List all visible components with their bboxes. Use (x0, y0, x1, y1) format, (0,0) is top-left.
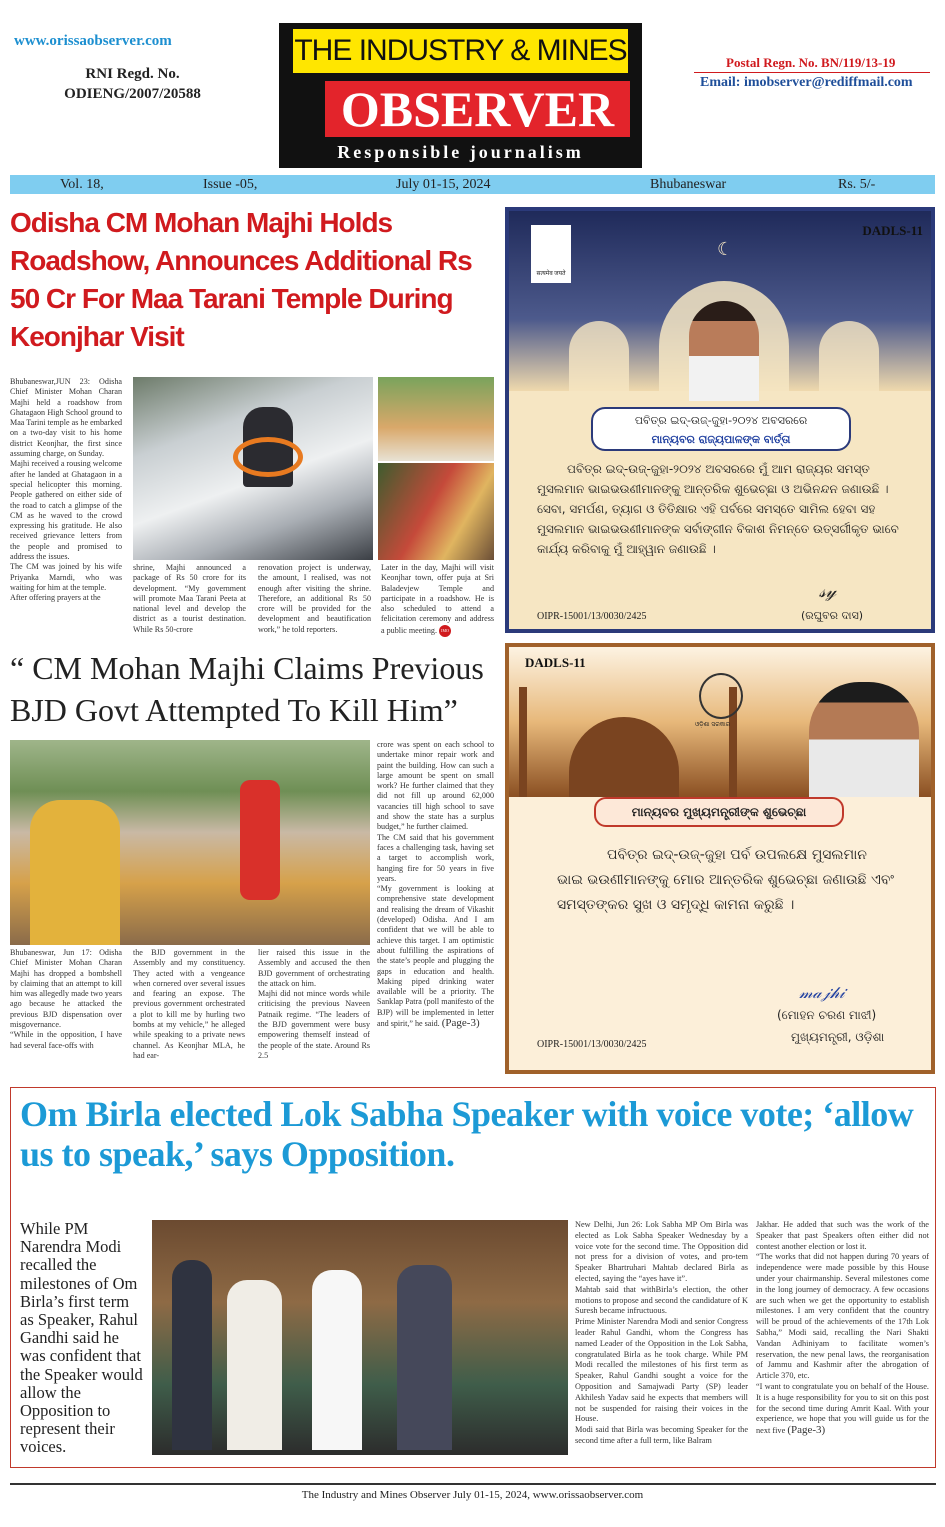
ad-banner: ମାନ୍ୟବର ମୁଖ୍ୟମନ୍ତ୍ରୀଙ୍କ ଶୁଭେଚ୍ଛା (594, 797, 844, 827)
logo-main: OBSERVER (325, 81, 630, 137)
page-reference[interactable]: (Page-3) (441, 1017, 480, 1030)
issue-number: Issue -05, (203, 177, 258, 192)
article3-headline[interactable]: Om Birla elected Lok Sabha Speaker with voice vote; ‘allow us to speak,’ says Opposition. (20, 1094, 914, 1174)
ad-message: ପବିତ୍ର ଇଦ୍-ଉଜ୍-ଜୁହା-୨୦୨୪ ଅବସରରେ ମୁଁ ଆମ ରାଜ୍ୟର ସମସ୍ତ ମୁସଲମାନ ଭାଇଭଉଣୀମାନଙ୍କୁ ଆନ୍ତରିକ ଶୁଭେଚ୍ଛା ଓ ଅଭିନନ୍ଦନ ଜଣାଉଛି । ସେବା, ସମର୍ପଣ, ତ୍ୟାଗ ଓ ତିତିକ୍ଷାର ଏହି ପର୍ବରେ ସମସ୍ତେ ସାମିଲ ହେବା ସହ ମୁସଲମାନ ଭାଇଭଉଣୀମାନଙ୍କ ସର୍ବାଙ୍ଗୀନ ବିକାଶ ନିମନ୍ତେ ଉତ୍ସର୍ଗୀକୃତ ଭାବେ କାର୍ଯ୍ୟ କରିବାକୁ ମୁଁ ଆହ୍ୱାନ ଜଣାଉଛି । (537, 462, 899, 556)
paragraph: Majhi received a rousing welcome after he landed at Ghatagaon in a special helicopter this morning. People gathered on either side of the road to catch a glimpse of the CM as he waved to the crowd expressing his gratitude. He also received grievance letters from the people and promised to address the issues. (10, 459, 122, 562)
governor-greeting-ad (505, 207, 935, 633)
masthead-logo (279, 23, 642, 168)
banner-line: ପବିତ୍ର ଇଦ୍-ଉଜ୍-ଜୁହା-୨୦୨୪ ଅବସରରେ (634, 414, 808, 427)
signature: 𝓂𝒶𝒿𝒽𝒾 (799, 985, 845, 1002)
paragraph (377, 884, 494, 1029)
person-figure (227, 1280, 282, 1450)
ad-code: DADLS-11 (525, 655, 586, 670)
paragraph: crore was spent on each school to undertake minor repair work and paint the building. How can such a large amount be spent on small work? He further claimed that they did not fill up around 62,000 vacancies till high school to save and show the state has a surplus budget,” he further claimed. (377, 740, 494, 832)
paragraph: Later in the day, Majhi will visit Keonjhar town, offer puja at Sri Baladevjew Temple and participate in a roadshow. He is also scheduled to attend a felicitation ceremony and address a public meeting. (381, 563, 494, 635)
article1-col4 (381, 563, 494, 637)
divider (694, 72, 930, 73)
website-link[interactable]: www.orissaobserver.com (14, 33, 172, 49)
page-reference[interactable]: (Page-3) (787, 1424, 826, 1437)
cm-crowd-photo (378, 463, 494, 560)
paragraph: Mahtab said that withBirla’s election, the other motions to propose and second the candidature of K Suresh became infructuous. (575, 1284, 748, 1316)
ad-message: ପବିତ୍ର ଇଦ୍-ଉଜ୍-ଜୁହା ପର୍ବ ଉପଲକ୍ଷେ ମୁସଲମାନ ଭାଇ ଭଉଣୀମାନଙ୍କୁ ମୋର ଆନ୍ତରିକ ଶୁଭେଚ୍ଛା ଜଣାଉଛି ଏବଂ ସମସ୍ତଙ୍କର ସୁଖ ଓ ସମୃଦ୍ଧି କାମନା କରୁଛି । (557, 847, 894, 913)
roadshow-photo (133, 377, 373, 560)
cm-walk-photo (10, 740, 370, 945)
garland (233, 437, 303, 477)
paragraph: The CM was joined by his wife Priyanka Marndi, who was waiting for him at the temple. (10, 562, 122, 592)
parliament-photo (152, 1220, 568, 1455)
article1-col3: renovation project is underway, the amount, I realised, was not enough after visiting the shrine. Therefore, an additional Rs 50 crore will be provided for the development and beautification work,” he told reporters. (258, 563, 371, 634)
end-mark-icon: IMO (439, 625, 451, 637)
paragraph: Jakhar. He added that such was the work of the Speaker that past Speakers often either did not contest another election or lost it. (756, 1220, 929, 1251)
person-figure (172, 1260, 212, 1450)
paragraph-text: “I want to congratulate you on behalf of the House. It is a huge responsibility for you to sit on this post for the second time during Amrit Kaal. With your experience, we hope that you will guide us for the next five (756, 1381, 929, 1436)
article1-col2: shrine, Majhi announced a package of Rs 50 crore for its development. “My government will promote Maa Tarani Peeta at national level and develop the district as a tourist destination. While Rs 50-crore (133, 563, 246, 634)
article1-col1 (10, 377, 122, 604)
paragraph (756, 1382, 929, 1437)
paragraph: Bhubaneswar,JUN 23: Odisha Chief Minister Mohan Charan Majhi held a roadshow from Ghatagaon High School ground to Maa Tarini temple as he embarked on a two-day visit to his home district Keonjhar, the first since assuming charge, on Sunday. (10, 377, 122, 459)
rni-label: RNI Regd. No. (85, 66, 180, 82)
cm-greeting-ad (505, 643, 935, 1074)
postal-regn: Postal Regn. No. BN/119/13-19 (726, 55, 896, 70)
paragraph: “While in the opposition, I have had several face-offs with (10, 1030, 122, 1050)
ad-code: DADLS-11 (862, 223, 923, 238)
issue-date: July 01-15, 2024 (396, 177, 491, 192)
article2-col4 (377, 740, 494, 1029)
volume: Vol. 18, (60, 177, 104, 192)
cm-greeting-photo (378, 377, 494, 461)
paragraph-text: “My government is looking at comprehensive state development and realising the dream of Vikashit (developed) Odisha. And I am confident that we will be able to achieve this target. I am optimistic about fulfilling the aspirations of the state’s people and plugging the gaps in education and health. Making piped drinking water available will be a priority. The Sanklap Patra (poll manifesto of the BJP) will be implemented in letter and spirit,” he said. (377, 884, 494, 1029)
signatory-name: (ରଘୁବର ଦାସ) (801, 609, 864, 622)
article2-col1 (10, 948, 122, 1051)
headline-line: BJD Govt Attempted To Kill Him” (10, 692, 458, 728)
emblem-caption: सत्यमेव जयते (536, 271, 566, 277)
footer-rule (10, 1483, 936, 1485)
article2-col3 (258, 948, 370, 1061)
footer-text: The Industry and Mines Observer July 01-15, 2024, www.orissaobserver.com (301, 1489, 644, 1501)
odisha-emblem (699, 673, 743, 719)
person-figure (30, 800, 120, 945)
article3-intro: While PM Narendra Modi recalled the milestones of Om Birla’s first term as Speaker, Rahul Gandhi said he was confident that the Speaker would allow the Opposition to represent their voices. (20, 1219, 143, 1457)
headline-line: “ CM Mohan Majhi Claims Previous (10, 650, 484, 686)
ad-reference: OIPR-15001/13/0030/2425 (537, 1039, 647, 1050)
ad-banner (591, 407, 851, 451)
governor-portrait (689, 301, 759, 401)
paragraph: The CM said that his government faces a challenging task, having set a target to accomplish work, hanging fire for 50 years in five years. (377, 832, 494, 883)
paragraph: New Delhi, Jun 26: Lok Sabha MP Om Birla was elected as Lok Sabha Speaker Wednesday by a voice vote for the second time. The Opposition did not press for a division of votes, and pro-tem Speaker Bhartruhari Mahtab declared Birla as elected, saying the “ayes have it”. (575, 1220, 748, 1283)
paragraph: Modi said that Birla was becoming Speaker for the second time after a full term, like Balram (575, 1425, 748, 1445)
signatory-name: (ମୋହନ ଚରଣ ମାଝୀ) (777, 1008, 877, 1022)
rni-number (20, 64, 245, 104)
city: Bhubaneswar (650, 177, 727, 192)
signature: 𝓈𝓎 (819, 581, 837, 601)
national-emblem (531, 225, 571, 283)
cm-portrait (809, 682, 919, 797)
article3-col2 (756, 1220, 929, 1437)
logo-tagline: Responsible journalism (337, 142, 584, 162)
logo-top: THE INDUSTRY & MINES (294, 34, 627, 67)
article1-headline[interactable]: Odisha CM Mohan Majhi Holds Roadshow, Announces Additional Rs 50 Cr For Maa Tarani Temple During Keonjhar Visit (10, 207, 472, 352)
paragraph: Majhi did not mince words while criticising the previous Naveen Patnaik regime. “The leaders of the BJD government were busy empowering themself instead of the people of the state. Around Rs 2.5 (258, 989, 370, 1060)
person-figure (240, 780, 280, 900)
paragraph: After offering prayers at the (10, 593, 101, 603)
signatory-designation: ମୁଖ୍ୟମନ୍ତ୍ରୀ, ଓଡ଼ିଶା (791, 1030, 885, 1044)
paragraph: “The works that did not happen during 70 years of independence were made possible by this House under your chairmanship. Several milestones come in the long journey of democracy. A few occasions are such when we get the opportunity to establish milestones. I am very confident that the country will be proud of the achievements of the 17th Lok Sabha,” Modi said, recalling the Nari Shakti Vandan Adhiniyam to facilitate women’s reservation, the new penal laws, the reorganisation of Jammu and Kashmir after the abrogation of Article 370, etc. (756, 1252, 929, 1381)
emblem-caption: ଓଡ଼ିଶା ସରକାର (695, 721, 731, 728)
crescent-icon: ☾ (717, 239, 734, 259)
person-figure (312, 1270, 362, 1450)
email-contact[interactable]: Email: imobserver@rediffmail.com (700, 75, 913, 90)
article2-col2: the BJD government in the Assembly and my constituency. They acted with a vengeance when cornered over several issues and fearing an expose. The previous government orchestrated a plot to kill me by hurling two bombs at my vehicle,” he alleged while speaking to a private news channel. As Keonjhar MLA, he had ear- (133, 948, 245, 1060)
paragraph: lier raised this issue in the Assembly and accused the then BJD government of orchestrating the attack on him. (258, 948, 370, 988)
ad-reference: OIPR-15001/13/0030/2425 (537, 611, 647, 622)
issue-bar (10, 175, 935, 194)
banner-title: ମାନ୍ୟବର ରାଜ୍ୟପାଳଙ୍କ ବାର୍ତ୍ତା (651, 433, 791, 446)
article2-headline[interactable] (10, 647, 500, 731)
article3-col1 (575, 1220, 748, 1447)
logo-top-box (293, 29, 628, 73)
rni-value: ODIENG/2007/20588 (64, 86, 201, 102)
price: Rs. 5/- (838, 177, 876, 192)
paragraph: Bhubaneswar, Jun 17: Odisha Chief Minister Mohan Charan Majhi has dropped a bombshell by claiming that an attempt to kill him was allegedly made two years ago because he attacked the previous BJD dispensation over misgovernance. (10, 948, 122, 1030)
paragraph: Prime Minister Narendra Modi and senior Congress leader Rahul Gandhi, whom the Congress has named Leader of the Opposition in the Lok Sabha, congratulated Birla as he took charge. While PM Modi recalled the milestones of his first term as Speaker, Rahul Gandhi sought a voice for the Opposition and Samajwadi Party (SP) leader Akhilesh Yadav said he expects that members will not be suspended for raising their voices in the House. (575, 1317, 748, 1424)
person-figure (397, 1265, 452, 1450)
